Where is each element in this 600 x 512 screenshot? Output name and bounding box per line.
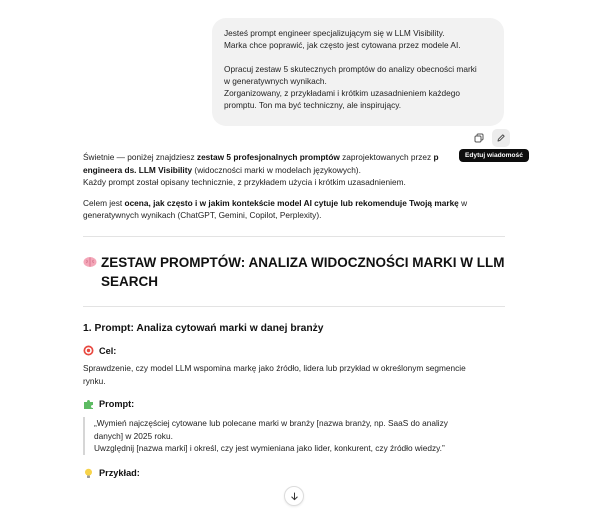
prompt-quote (83, 417, 505, 455)
brain-icon (83, 256, 97, 268)
goal-paragraph: Celem jest ocena, jak często i w jakim kontekście model AI cytuje lub rekomenduje Twoją markę w generatywnych wynikach (ChatGPT, Gemini, Copilot, Perplexity). (83, 197, 468, 221)
user-message-line: Zorganizowany, z przykładami i krótkim uzasadnieniem każdego (224, 88, 460, 98)
quote-line: „Wymień najczęściej cytowane lub polecane marki w branży [nazwa branży, np. SaaS do analizy (94, 417, 448, 428)
main-heading (83, 253, 505, 291)
quote-line: Uwzględnij [nazwa marki] i określ, czy jest wymieniana jako lider, konkurent, czy źródło wiedzy.” (94, 443, 445, 454)
arrow-down-icon (290, 492, 299, 501)
heading-line: ZESTAW PROMPTÓW: ANALIZA WIDOCZNOŚCI MARKI W LLM (101, 254, 505, 270)
assistant-response (83, 151, 505, 479)
goal-label: Cel: (83, 345, 505, 358)
goal-description: Sprawdzenie, czy model LLM wspomina markę jako źródło, lidera lub przykład w określonym segmencie rynku. (83, 363, 466, 386)
edit-message-button[interactable] (492, 129, 510, 147)
message-actions (470, 129, 510, 147)
divider (83, 306, 505, 307)
user-message-bubble (212, 18, 504, 126)
pencil-icon (496, 133, 506, 143)
example-label: Przykład: (83, 467, 505, 480)
scroll-down-button[interactable] (284, 486, 304, 506)
puzzle-icon (83, 399, 94, 410)
intro-paragraph: Świetnie — poniżej znajdziesz zestaw 5 profesjonalnych promptów zaprojektowanych przez p engineera ds. LLM Visibility (widoczności marki w modelach językowych). Każdy prompt został opisany technicznie, z przykładem użycia i krótkim uzasadnieniem. (83, 152, 439, 188)
prompt-label: Prompt: (83, 398, 505, 411)
user-message-line: w generatywnych wynikach. (224, 76, 327, 86)
heading-line: SEARCH (101, 273, 159, 289)
user-message-line: Jesteś prompt engineer specjalizującym się w LLM Visibility. (224, 28, 445, 38)
user-message-line: promptu. Ton ma być techniczny, ale inspirujący. (224, 100, 402, 110)
user-message-line: Opracuj zestaw 5 skutecznych promptów do analizy obecności marki (224, 64, 477, 74)
user-message-line: Marka chce poprawić, jak często jest cytowana przez modele AI. (224, 40, 461, 50)
divider (83, 236, 505, 237)
target-icon (83, 345, 94, 356)
copy-button[interactable] (470, 129, 488, 147)
lightbulb-icon (83, 468, 94, 479)
copy-icon (474, 133, 484, 143)
section-title: 1. Prompt: Analiza cytowań marki w danej branży (83, 322, 324, 334)
quote-line: danych] w 2025 roku. (94, 430, 173, 441)
edit-tooltip: Edytuj wiadomość (459, 149, 529, 162)
